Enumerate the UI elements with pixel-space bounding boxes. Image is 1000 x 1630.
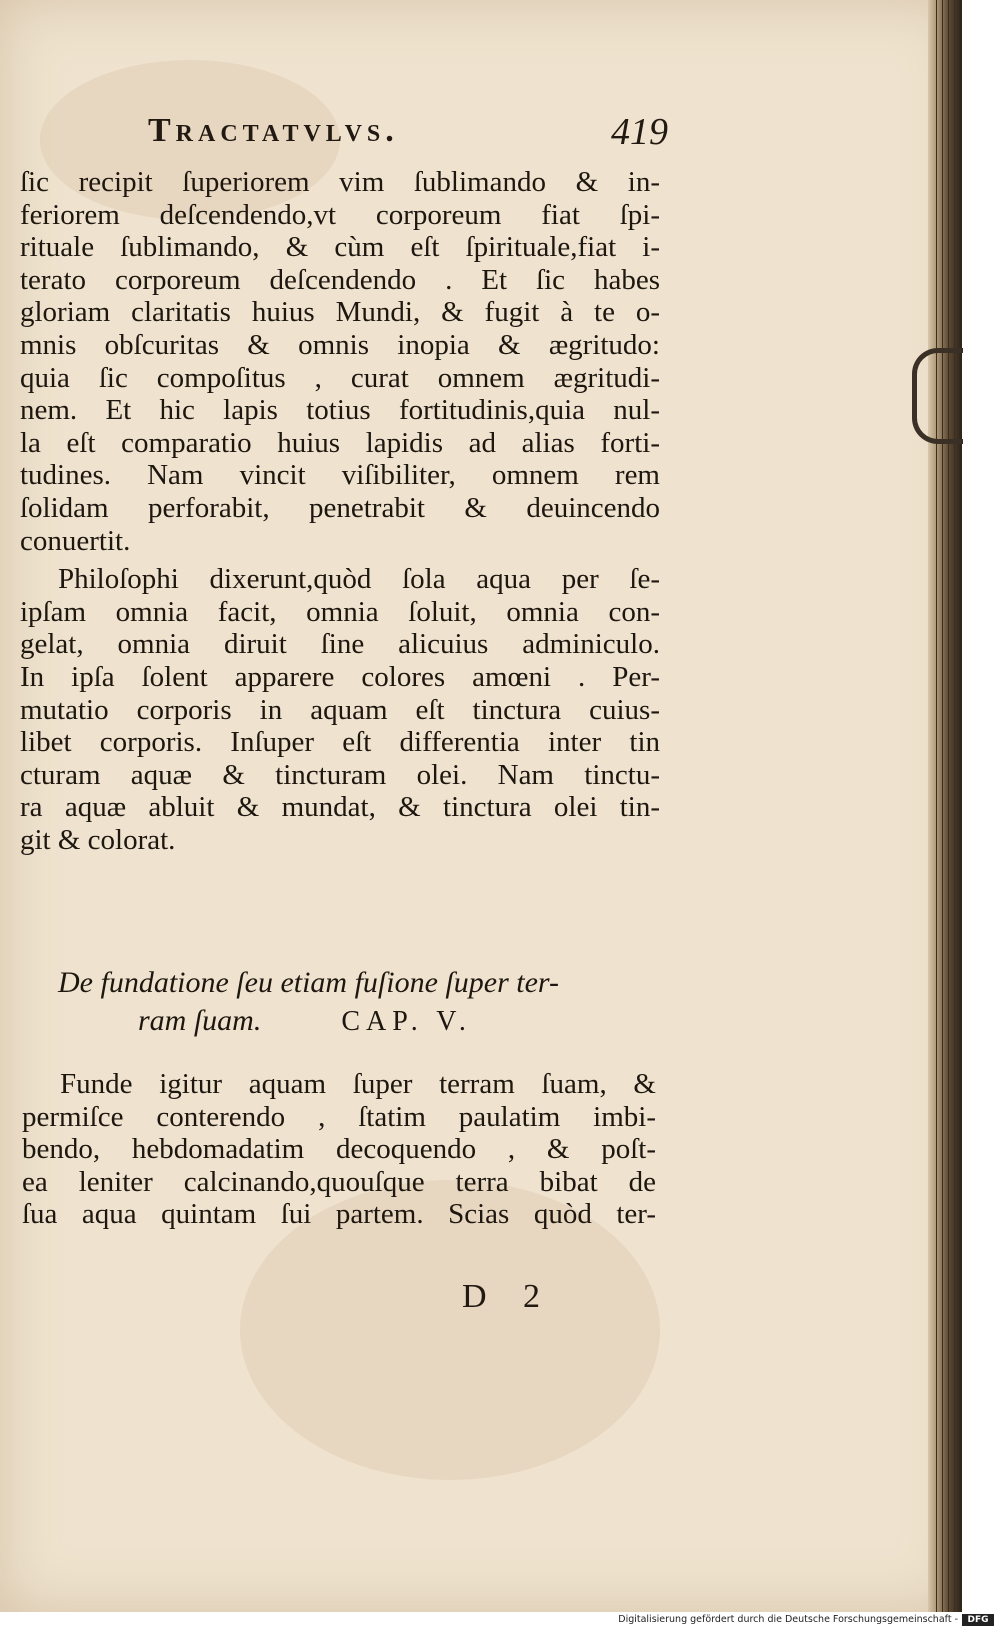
text-line: ea leniter calcinando,quouſque terra bibat de xyxy=(22,1165,656,1198)
text-line: feriorem deſcendendo,vt corporeum fiat ſpi- xyxy=(20,198,660,231)
text-line: la eſt comparatio huius lapidis ad alias forti- xyxy=(20,426,660,459)
chapter-heading xyxy=(58,964,638,1040)
text-line: mnis obſcuritas & omnis inopia & ægritudo: xyxy=(20,328,660,361)
body-text xyxy=(20,166,660,856)
text-line: cturam aquæ & tincturam olei. Nam tinctu- xyxy=(20,758,660,791)
text-line: Funde igitur aquam ſuper terram ſuam, & xyxy=(60,1068,656,1100)
chapter-title-line xyxy=(58,1002,638,1040)
text-line: In ipſa ſolent apparere colores amœni . Per- xyxy=(20,660,660,693)
dfg-logo: DFG xyxy=(962,1614,994,1626)
body-text xyxy=(22,1068,656,1231)
text-line: ra aquæ abluit & mundat, & tinctura olei tin- xyxy=(20,791,660,824)
text-line: mutatio corporis in aquam eſt tinctura cuius- xyxy=(20,693,660,726)
text-line: gloriam claritatis huius Mundi, & fugit à te o- xyxy=(20,296,660,329)
chapter-title-end: ram ſuam. xyxy=(138,1004,262,1037)
book-page-edges xyxy=(928,0,962,1612)
text-line: permiſce conterendo , ſtatim paulatim imbi- xyxy=(22,1100,656,1133)
text-line: nem. Et hic lapis totius fortitudinis,quia nul- xyxy=(20,394,660,427)
running-head xyxy=(148,112,668,162)
text-line: quia ſic compoſitus , curat omnem ægritudi- xyxy=(20,361,660,394)
text-line: bendo, hebdomadatim decoquendo , & poſt- xyxy=(22,1133,656,1166)
text-line: ipſam omnia facit, omnia ſoluit, omnia con- xyxy=(20,595,660,628)
text-line: ſic recipit ſuperiorem vim ſublimando & in- xyxy=(20,166,660,198)
chapter-title-line: De fundatione ſeu etiam fuſione ſuper ter- xyxy=(58,966,559,999)
text-line: terato corporeum deſcendendo . Et ſic habes xyxy=(20,263,660,296)
text-line: libet corporis. Inſuper eſt differentia inter tin xyxy=(20,726,660,759)
text-line: rituale ſublimando, & cùm eſt ſpirituale,fiat i- xyxy=(20,231,660,264)
text-line: tudines. Nam vincit viſibiliter, omnem rem xyxy=(20,459,660,492)
paragraph xyxy=(20,563,660,856)
running-title: Tractatvlvs. xyxy=(148,112,399,149)
text-line: git & colorat. xyxy=(20,823,176,856)
text-line: gelat, omnia diruit ſine alicuius adminiculo. xyxy=(20,628,660,661)
bookmark-clip xyxy=(912,348,963,444)
dfg-credit: Digitalisierung gefördert durch die Deutsche Forschungsgemeinschaft - xyxy=(618,1614,958,1625)
signature-mark: D 2 xyxy=(462,1278,555,1315)
text-line: ſua aqua quintam ſui partem. Scias quòd ter- xyxy=(22,1198,656,1231)
text-line: conuertit. xyxy=(20,524,131,557)
chapter-number: CAP. V. xyxy=(341,1006,472,1037)
text-line: Philoſophi dixerunt,quòd ſola aqua per ſe- xyxy=(58,563,660,596)
text-line: ſolidam perforabit, penetrabit & deuincendo xyxy=(20,491,660,524)
page-number: 419 xyxy=(611,111,668,153)
